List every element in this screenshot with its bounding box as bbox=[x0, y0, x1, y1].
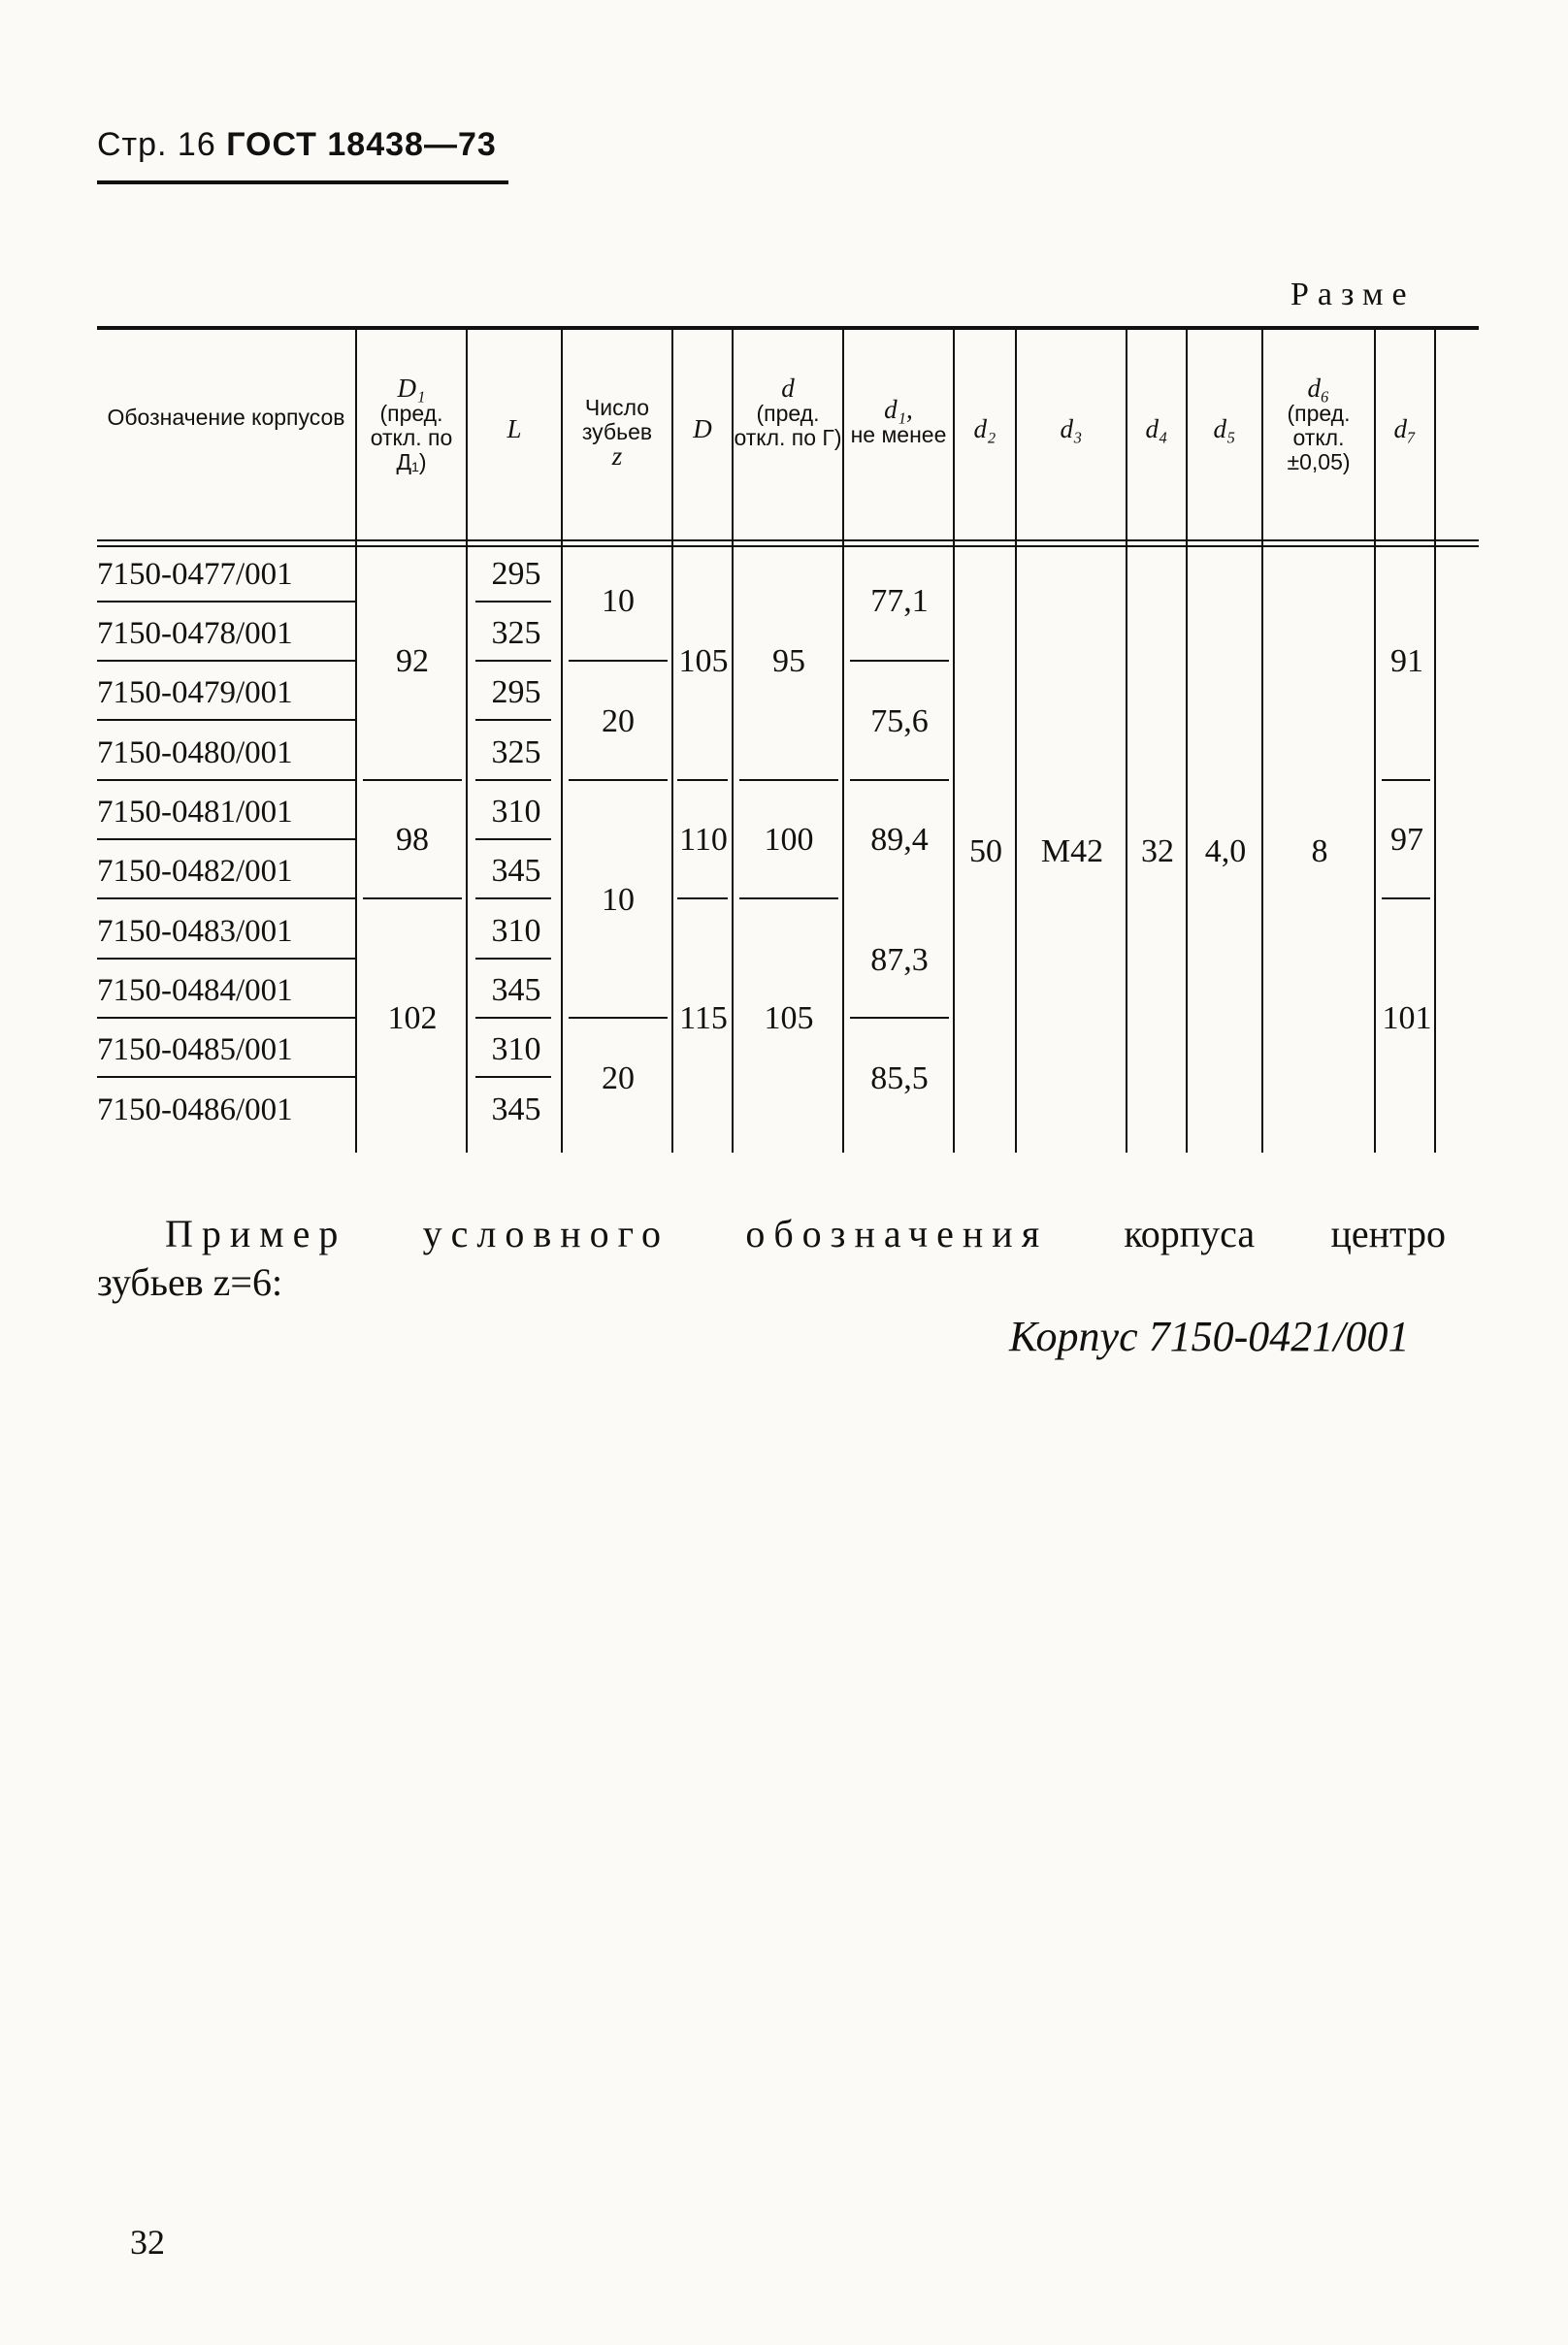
table-caption: Разме bbox=[1290, 277, 1416, 312]
col-header-d4 bbox=[1127, 414, 1186, 443]
row-divider bbox=[475, 838, 551, 840]
cell-d7: 101 bbox=[1382, 1000, 1432, 1036]
word-4: корпуса bbox=[1124, 1212, 1256, 1255]
col-header-l bbox=[468, 414, 561, 443]
example-paragraph-line2: зубьев z=6: bbox=[97, 1260, 283, 1304]
row-divider bbox=[475, 601, 551, 603]
cell-d: 100 bbox=[764, 822, 814, 858]
row-divider bbox=[569, 779, 668, 781]
cell-l: 345 bbox=[491, 1091, 541, 1127]
cell-d: 105 bbox=[764, 1000, 814, 1036]
cell-l: 295 bbox=[491, 556, 541, 592]
column-divider bbox=[1015, 330, 1017, 1153]
row-divider bbox=[475, 779, 551, 781]
col-header-d5 bbox=[1188, 414, 1261, 443]
row-divider bbox=[475, 958, 551, 960]
column-divider bbox=[1374, 330, 1376, 1153]
column-divider bbox=[953, 330, 955, 1153]
col-header-d1-note: (пред. откл. по Д₁) bbox=[370, 401, 453, 474]
page-prefix: Стр. 16 bbox=[97, 126, 216, 163]
cell-teeth: 20 bbox=[602, 703, 635, 739]
cell-d1-min: 87,3 bbox=[870, 942, 929, 978]
cell-d6: 8 bbox=[1311, 833, 1328, 869]
col-header-d1 bbox=[357, 376, 466, 474]
column-divider bbox=[842, 330, 844, 1153]
row-divider bbox=[475, 1017, 551, 1019]
row-divider bbox=[677, 897, 728, 899]
row-divider bbox=[475, 897, 551, 899]
header-bottom-rule-1 bbox=[97, 539, 1479, 541]
table-row-code: 7150-0481/001 bbox=[97, 795, 293, 830]
cell-d4: 32 bbox=[1141, 833, 1174, 869]
cell-l: 325 bbox=[491, 615, 541, 651]
row-divider bbox=[739, 897, 838, 899]
page-header bbox=[97, 126, 497, 164]
col-header-d2 bbox=[955, 414, 1015, 443]
table-row-code: 7150-0483/001 bbox=[97, 914, 293, 949]
example-designation: Корпус 7150-0421/001 bbox=[1009, 1313, 1410, 1360]
row-divider bbox=[97, 601, 355, 603]
col-header-d1-min-sym: d₁, bbox=[884, 395, 913, 424]
cell-d: 95 bbox=[772, 643, 805, 679]
row-divider bbox=[363, 779, 462, 781]
col-header-d6-sym: d₆ bbox=[1307, 374, 1330, 403]
row-divider bbox=[97, 719, 355, 721]
header-rule bbox=[97, 180, 508, 184]
example-paragraph-line1 bbox=[165, 1211, 1446, 1256]
cell-l: 325 bbox=[491, 734, 541, 770]
cell-d1-min: 85,5 bbox=[870, 1060, 929, 1096]
cell-teeth: 10 bbox=[602, 583, 635, 619]
cell-d-big: 115 bbox=[679, 1000, 728, 1036]
cell-d7: 97 bbox=[1390, 822, 1423, 858]
col-header-d-note: (пред. откл. по Г) bbox=[734, 401, 842, 450]
row-divider bbox=[97, 660, 355, 662]
col-header-d6-note: (пред. откл. ±0,05) bbox=[1287, 401, 1351, 474]
row-divider bbox=[1382, 897, 1430, 899]
cell-l: 345 bbox=[491, 853, 541, 889]
column-divider bbox=[1126, 330, 1127, 1153]
col-header-d5-sym: d₅ bbox=[1213, 414, 1236, 443]
table-row-code: 7150-0477/001 bbox=[97, 557, 293, 592]
column-divider bbox=[1186, 330, 1188, 1153]
table-top-rule bbox=[97, 326, 1479, 330]
cell-l: 310 bbox=[491, 913, 541, 949]
row-divider bbox=[569, 660, 668, 662]
col-header-d1-sym: D₁ bbox=[397, 374, 426, 403]
cell-d1: 98 bbox=[396, 822, 429, 858]
cell-d1-min: 75,6 bbox=[870, 703, 929, 739]
row-divider bbox=[97, 779, 355, 781]
col-header-d6 bbox=[1263, 376, 1374, 474]
cell-d2: 50 bbox=[969, 833, 1002, 869]
col-header-d bbox=[734, 376, 842, 450]
cell-d3: M42 bbox=[1040, 833, 1104, 869]
col-header-designation: Обозначение корпусов bbox=[107, 405, 345, 430]
cell-d5: 4,0 bbox=[1204, 833, 1247, 869]
table-row-code: 7150-0479/001 bbox=[97, 675, 293, 710]
table-row-code: 7150-0480/001 bbox=[97, 735, 293, 770]
col-header-d1-min-note: не менее bbox=[850, 422, 947, 447]
col-header-l-sym: L bbox=[506, 414, 522, 443]
col-header-d3 bbox=[1017, 414, 1126, 443]
col-header-teeth-sym: z bbox=[611, 441, 623, 471]
cell-teeth: 10 bbox=[602, 882, 635, 918]
cell-d1-min: 77,1 bbox=[870, 583, 929, 619]
col-header-d7 bbox=[1376, 414, 1434, 443]
table-row-code: 7150-0486/001 bbox=[97, 1092, 293, 1127]
row-divider bbox=[739, 779, 838, 781]
word-3: обозначения bbox=[745, 1212, 1049, 1255]
cell-teeth: 20 bbox=[602, 1060, 635, 1096]
page-number: 32 bbox=[130, 2223, 165, 2262]
col-header-d2-sym: d₂ bbox=[973, 414, 996, 443]
row-divider bbox=[1382, 779, 1430, 781]
standard-number: ГОСТ 18438—73 bbox=[226, 126, 497, 163]
row-divider bbox=[475, 660, 551, 662]
table-row-code: 7150-0482/001 bbox=[97, 854, 293, 889]
row-divider bbox=[97, 1017, 355, 1019]
cell-d1-min: 89,4 bbox=[870, 822, 929, 858]
row-divider bbox=[569, 1017, 668, 1019]
row-divider bbox=[97, 897, 355, 899]
row-divider bbox=[850, 1017, 949, 1019]
cell-d7: 91 bbox=[1390, 643, 1423, 679]
col-header-teeth bbox=[563, 396, 671, 470]
col-header-d3-sym: d₃ bbox=[1060, 414, 1083, 443]
cell-d-big: 105 bbox=[678, 643, 729, 679]
table-row-code: 7150-0485/001 bbox=[97, 1032, 293, 1067]
cell-l: 295 bbox=[491, 674, 541, 710]
row-divider bbox=[850, 660, 949, 662]
col-header-d1-min bbox=[844, 395, 953, 447]
cell-l: 310 bbox=[491, 1031, 541, 1067]
row-divider bbox=[97, 838, 355, 840]
col-header-d-sym: d bbox=[781, 374, 795, 403]
row-divider bbox=[475, 1076, 551, 1078]
cell-d1: 102 bbox=[387, 1000, 438, 1036]
col-header-d7-sym: d₇ bbox=[1393, 414, 1417, 443]
table-row-code: 7150-0484/001 bbox=[97, 973, 293, 1008]
row-divider bbox=[850, 779, 949, 781]
row-divider bbox=[677, 779, 728, 781]
cell-l: 310 bbox=[491, 794, 541, 830]
word-1: Пример bbox=[165, 1212, 347, 1255]
word-2: условного bbox=[422, 1212, 670, 1255]
cell-d-big: 110 bbox=[679, 822, 728, 858]
header-bottom-rule-2 bbox=[97, 545, 1479, 547]
table-row-code: 7150-0478/001 bbox=[97, 616, 293, 651]
cell-d1: 92 bbox=[396, 643, 429, 679]
cell-l: 345 bbox=[491, 972, 541, 1008]
row-divider bbox=[97, 958, 355, 960]
column-divider bbox=[466, 330, 468, 1153]
row-divider bbox=[475, 719, 551, 721]
col-header-d-big-sym: D bbox=[693, 414, 712, 443]
row-divider bbox=[363, 897, 462, 899]
col-header-teeth-title: Число зубьев bbox=[581, 395, 653, 444]
row-divider bbox=[97, 1076, 355, 1078]
word-5: центро bbox=[1330, 1212, 1446, 1255]
col-header-d4-sym: d₄ bbox=[1145, 414, 1168, 443]
col-header-d-big bbox=[673, 414, 732, 443]
